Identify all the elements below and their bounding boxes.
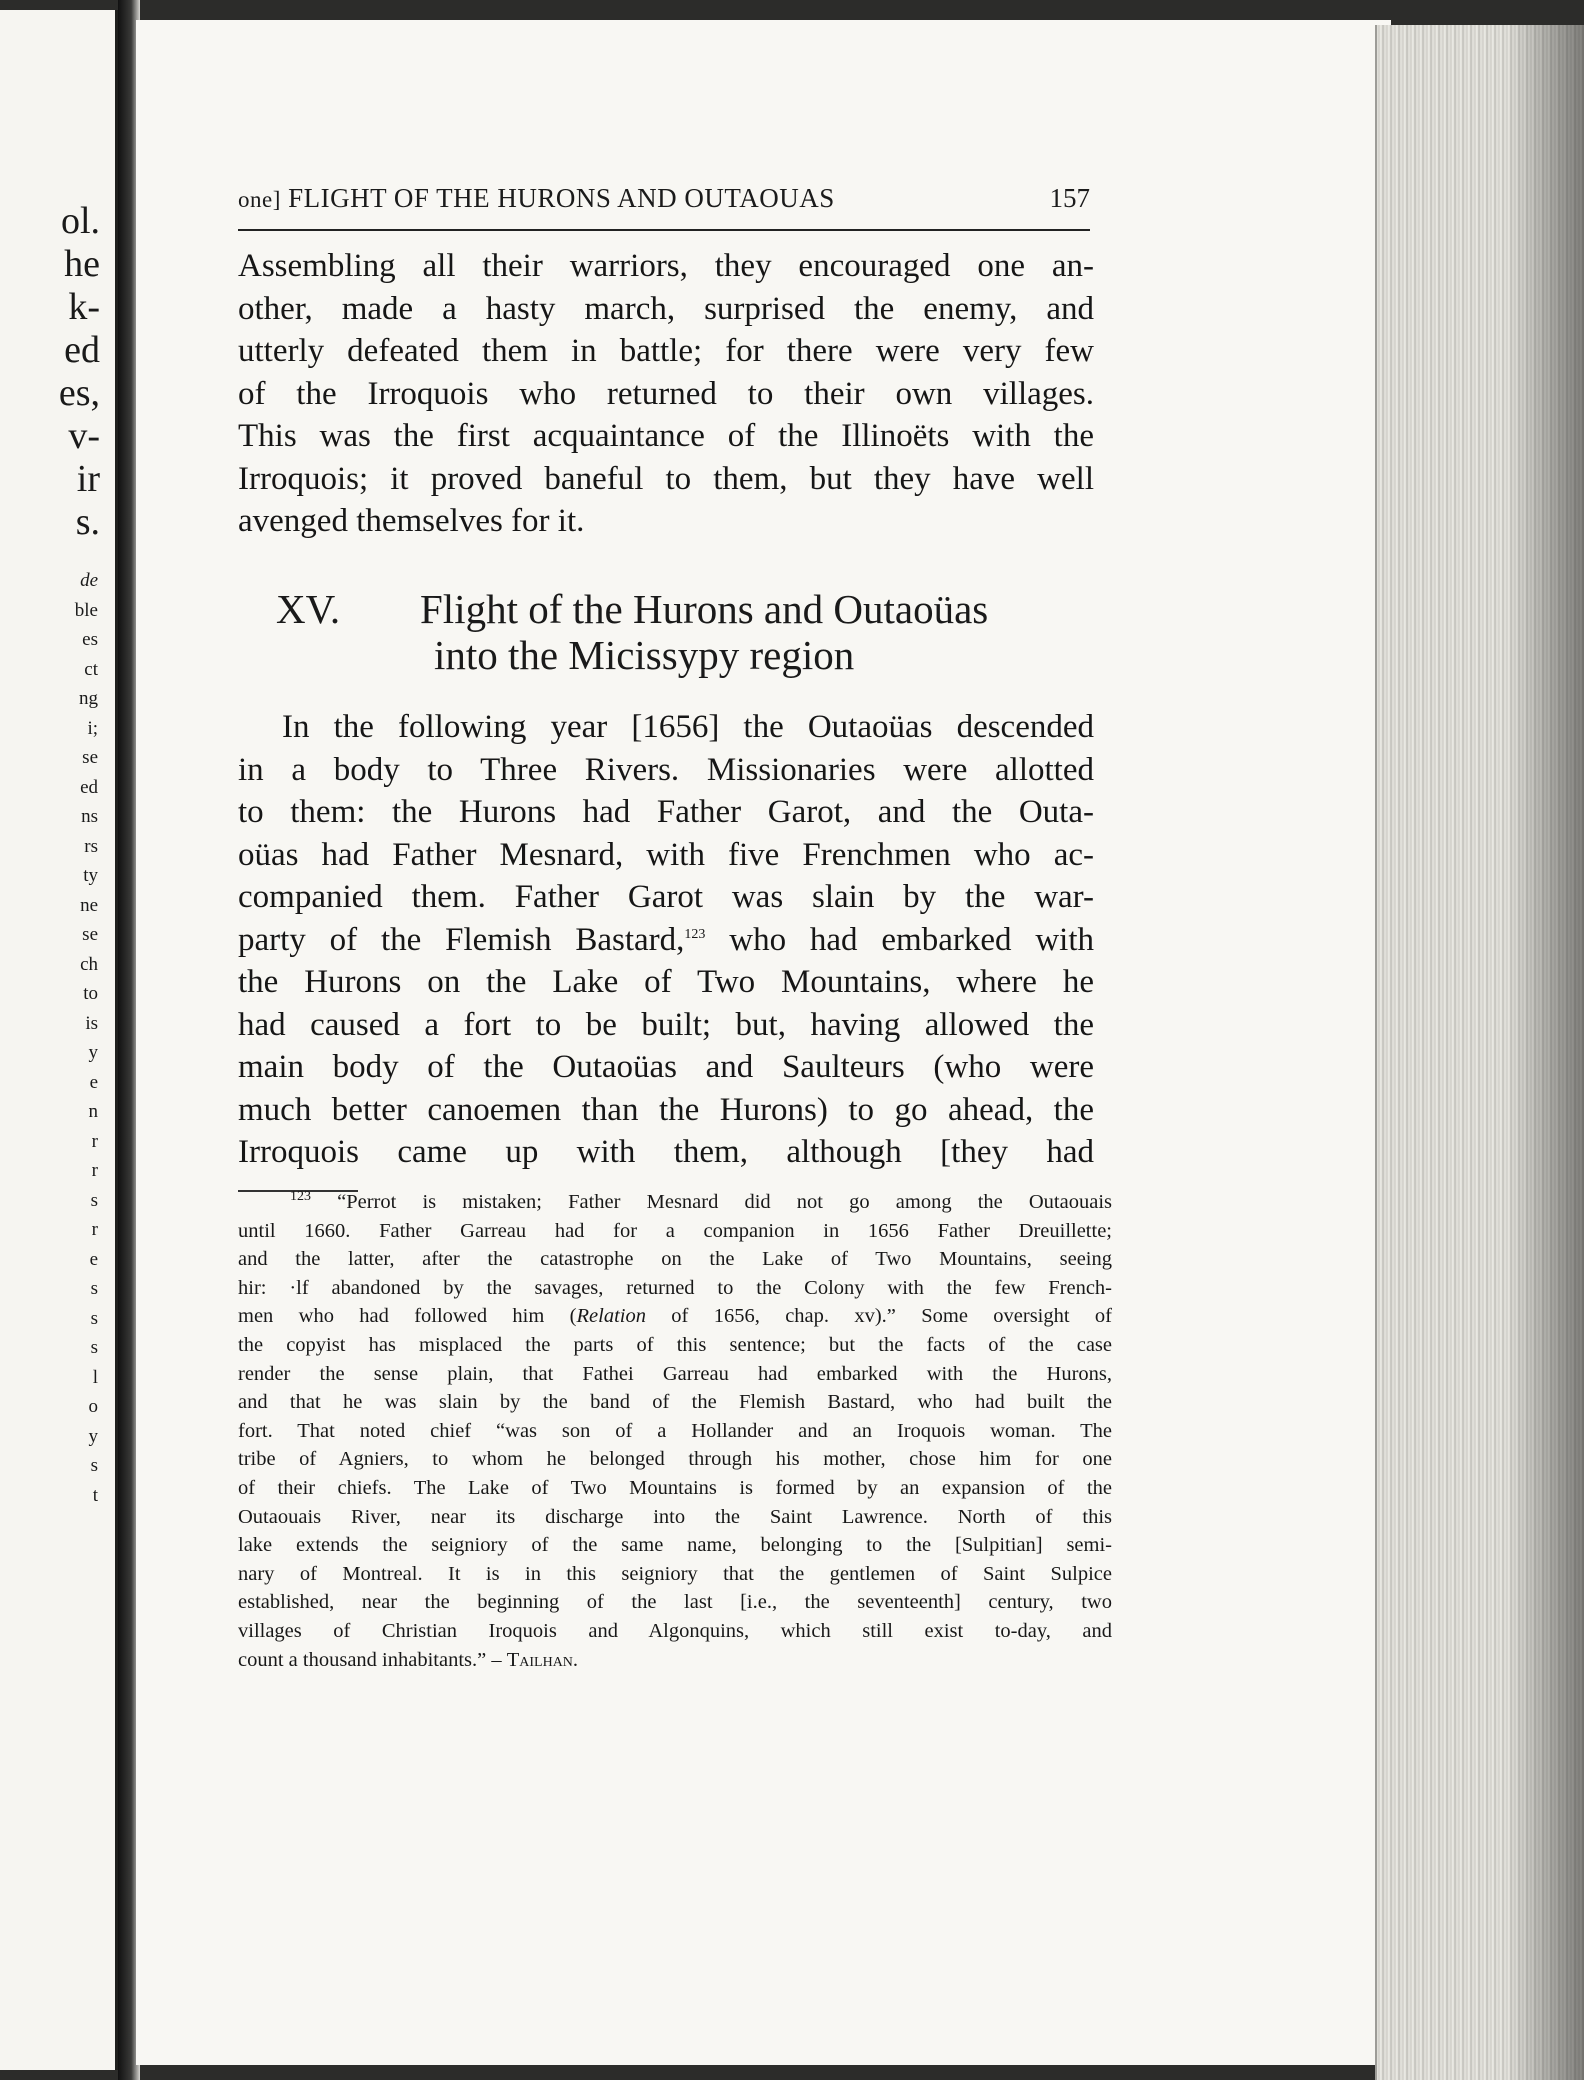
left-fragment: ns	[81, 806, 98, 827]
text-line: of the Irroquois who returned to their own villages.	[238, 375, 1094, 412]
left-fragment: to	[83, 983, 98, 1004]
footnote-123	[238, 1188, 1112, 1674]
left-fragment: ble	[74, 599, 98, 621]
left-fragment: es	[82, 629, 98, 650]
text-segment: of 1656, chap. xv).” Some oversight of	[645, 1305, 1112, 1328]
footnote-line: Outaouais River, near its discharge into the Saint Lawrence. North of this	[238, 1505, 1112, 1528]
section-heading	[238, 585, 1094, 677]
left-fragment: s	[90, 1307, 98, 1329]
left-fragment: i;	[87, 717, 98, 739]
running-head	[238, 183, 835, 214]
text-line: other, made a hasty march, surprised the enemy, and	[238, 290, 1094, 327]
left-fragment: y	[88, 1425, 98, 1447]
text-segment: men who had followed him (	[238, 1305, 577, 1328]
footnote-marker: 123	[290, 1189, 311, 1205]
left-fragment: s	[90, 1189, 98, 1211]
left-fragment: v-	[68, 415, 100, 457]
section-title-line1: Flight of the Hurons and Outaoüas	[420, 586, 989, 632]
left-fragment: ed	[80, 776, 98, 798]
footnote-line: tribe of Agniers, to whom he belonged through his mother, chose him for one	[238, 1448, 1112, 1471]
text-segment: count a thousand inhabitants.” –	[238, 1648, 507, 1671]
text-line: in a body to Three Rivers. Missionaries were allotted	[238, 751, 1094, 788]
left-fragment: k-	[68, 286, 100, 328]
footnote-line: of their chiefs. The Lake of Two Mountains is formed by an expansion of the	[238, 1476, 1112, 1499]
footnote-line	[238, 1302, 1112, 1331]
chapter-ref: one]	[238, 187, 281, 212]
text-line: to them: the Hurons had Father Garot, and the Outa-	[238, 794, 1094, 830]
running-head-title: FLIGHT OF THE HURONS AND OUTAOUAS	[288, 183, 835, 213]
text-line: oüas had Father Mesnard, with five Frenchmen who ac-	[238, 836, 1094, 873]
footnote-line: until 1660. Father Garreau had for a companion in 1656 Father Dreuillette;	[238, 1219, 1112, 1242]
left-fragment: ng	[79, 688, 98, 709]
left-fragment: n	[88, 1101, 98, 1122]
text-line: Assembling all their warriors, they encouraged one an-	[238, 248, 1094, 284]
text-line: companied them. Father Garot was slain by the war-	[238, 879, 1094, 915]
paragraph-2	[238, 706, 1094, 1174]
left-fragment: l	[92, 1366, 98, 1388]
left-fragment: s	[90, 1278, 98, 1299]
text-segment: who had embarked with	[705, 921, 1095, 958]
footnote-line: nary of Montreal. It is in this seigniory that the gentlemen of Saint Sulpice	[238, 1562, 1112, 1585]
left-fragment: o	[88, 1396, 98, 1417]
left-fragment: es,	[58, 372, 100, 414]
left-fragment: r	[91, 1219, 98, 1240]
left-fragment: s	[90, 1337, 98, 1358]
footnote-author: Tailhan.	[506, 1648, 579, 1671]
text-segment: party of the Flemish Bastard,	[238, 921, 685, 958]
footnote-line: and that he was slain by the band of the Flemish Bastard, who had built the	[238, 1391, 1112, 1414]
left-fragment: r	[91, 1160, 98, 1181]
left-fragment: rs	[84, 835, 98, 857]
left-fragment: t	[92, 1484, 98, 1506]
footnote-line: render the sense plain, that Fathei Garreau had embarked with the Hurons,	[238, 1362, 1112, 1385]
left-fragment: se	[82, 747, 98, 768]
footnote-line: villages of Christian Iroquois and Algonquins, which still exist to-day, and	[238, 1619, 1112, 1642]
text-line	[238, 919, 1094, 962]
footnote-line: the copyist has misplaced the parts of this sentence; but the facts of the case	[238, 1333, 1112, 1356]
text-line: In the following year [1656] the Outaoüas descended	[282, 709, 1094, 745]
left-fragment: e	[89, 1071, 98, 1093]
left-fragment: ty	[83, 865, 98, 886]
left-fragment: ct	[84, 658, 98, 680]
footnote-line: hir: ·lf abandoned by the savages, returned to the Colony with the few French-	[238, 1276, 1112, 1299]
text-line: had caused a fort to be built; but, having allowed the	[238, 1006, 1094, 1043]
text-line: the Hurons on the Lake of Two Mountains, where he	[238, 964, 1094, 1000]
left-page	[0, 10, 121, 2070]
left-fragment: ed	[64, 329, 100, 371]
left-fragment: ol.	[60, 200, 100, 242]
page-block-edge	[1375, 25, 1584, 2080]
text-line: Irroquois came up with them, although [they had	[238, 1134, 1094, 1170]
left-fragment: is	[85, 1012, 98, 1034]
text-line: avenged themselves for it.	[238, 503, 585, 539]
footnote-line: fort. That noted chief “was son of a Hollander and an Iroquois woman. The	[238, 1419, 1112, 1442]
text-line: utterly defeated them in battle; for there were very few	[238, 333, 1094, 369]
footnote-line: established, near the beginning of the last [i.e., the seventeenth] century, two	[238, 1591, 1112, 1614]
running-header	[238, 183, 1090, 231]
text-segment-italic: Relation	[576, 1305, 646, 1328]
left-fragment: e	[89, 1248, 98, 1270]
left-fragment: ir	[76, 458, 100, 500]
footnote-reference[interactable]: 123	[684, 926, 706, 942]
left-fragment: se	[82, 924, 98, 945]
text-line: much better canoemen than the Hurons) to go ahead, the	[238, 1091, 1094, 1128]
text-segment: “Perrot is mistaken; Father Mesnard did not go among the Outaouais	[311, 1191, 1112, 1213]
section-number: XV.	[276, 586, 341, 632]
left-fragment: he	[64, 243, 100, 285]
left-fragment: r	[91, 1130, 98, 1152]
footnote-line: and the latter, after the catastrophe on the Lake of Two Mountains, seeing	[238, 1248, 1112, 1271]
footnote-line: lake extends the seigniory of the same name, belonging to the [Sulpitian] semi-	[238, 1534, 1112, 1557]
left-fragment: ch	[80, 953, 98, 975]
left-fragment: s	[90, 1455, 98, 1476]
left-fragment: s.	[75, 501, 100, 543]
text-line: Irroquois; it proved baneful to them, but they have well	[238, 460, 1094, 497]
left-page-fragments	[0, 200, 110, 1510]
footnote-line	[238, 1646, 1112, 1675]
left-fragment: y	[88, 1042, 98, 1063]
left-fragment: ne	[80, 894, 98, 916]
page-number: 157	[1049, 183, 1090, 213]
section-title-line2: into the Micissypy region	[434, 632, 855, 678]
text-line: main body of the Outaoüas and Saulteurs (who were	[238, 1049, 1094, 1085]
paragraph-1	[238, 245, 1094, 543]
left-fragment: de	[80, 570, 98, 591]
footnote-line	[238, 1188, 1112, 1217]
text-line: This was the first acquaintance of the Illinoëts with the	[238, 418, 1094, 454]
